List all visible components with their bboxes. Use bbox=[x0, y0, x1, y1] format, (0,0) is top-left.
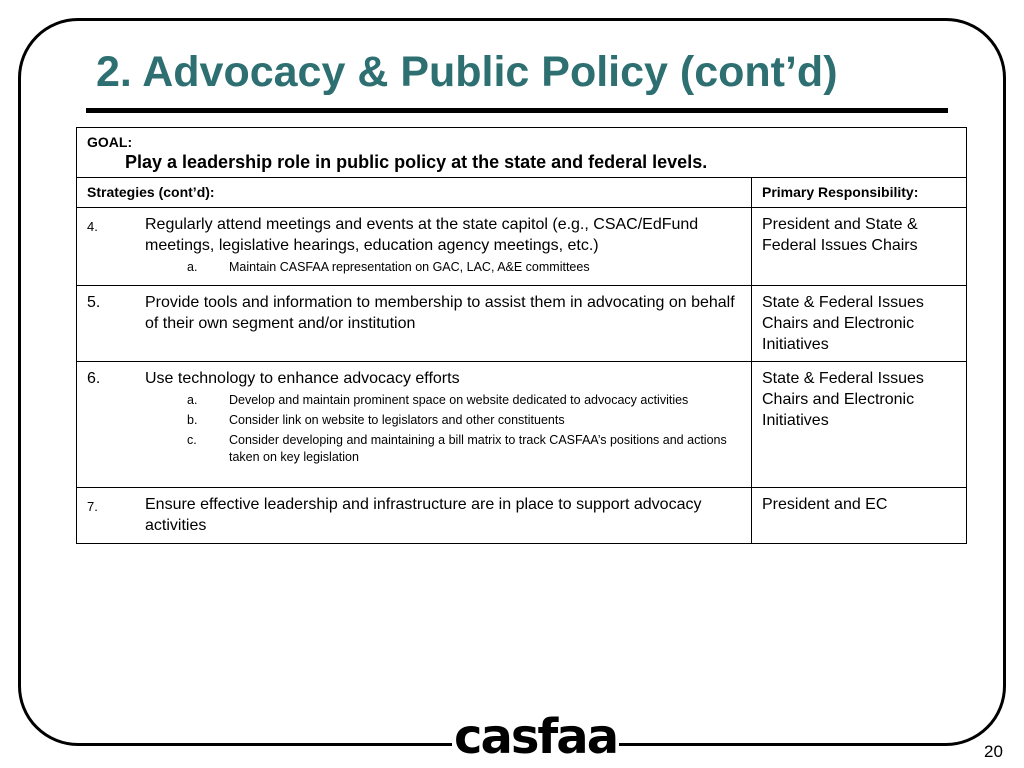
strategy-number: 5. bbox=[87, 294, 101, 311]
strategy-text: Ensure effective leadership and infrastructure are in place to support advocacy activities bbox=[145, 496, 702, 534]
sub-item-text: Maintain CASFAA representation on GAC, LAC, A&E committees bbox=[229, 260, 590, 274]
sub-item bbox=[87, 412, 741, 429]
responsibility-cell: State & Federal Issues Chairs and Electronic Initiatives bbox=[752, 286, 967, 362]
sub-item bbox=[87, 392, 741, 409]
responsibility-cell: State & Federal Issues Chairs and Electronic Initiatives bbox=[752, 362, 967, 488]
strategy-text: Regularly attend meetings and events at the state capitol (e.g., CSAC/EdFund meetings, legislative hearings, education agency meetings, etc.) bbox=[145, 216, 699, 254]
strategy-table bbox=[76, 127, 967, 544]
sub-item-letter: c. bbox=[187, 433, 197, 447]
header-row bbox=[77, 178, 967, 208]
sub-item-letter: a. bbox=[187, 260, 198, 274]
sub-item-text: Develop and maintain prominent space on website dedicated to advocacy activities bbox=[229, 393, 689, 407]
strategy-text: Use technology to enhance advocacy efforts bbox=[145, 370, 460, 387]
goal-cell bbox=[77, 128, 967, 178]
casfaa-logo: casfaa bbox=[454, 709, 618, 765]
sub-item-letter: b. bbox=[187, 413, 198, 427]
strategy-cell bbox=[77, 208, 752, 286]
strategy-text: Provide tools and information to membership to assist them in advocating on behalf of their own segment and/or institution bbox=[145, 294, 735, 332]
table-row bbox=[77, 286, 967, 362]
responsibility-cell: President and State & Federal Issues Chairs bbox=[752, 208, 967, 286]
responsibility-cell: President and EC bbox=[752, 488, 967, 544]
table-row bbox=[77, 362, 967, 488]
goal-row bbox=[77, 128, 967, 178]
sub-item-text: Consider link on website to legislators and other constituents bbox=[229, 413, 565, 427]
table-row bbox=[77, 488, 967, 544]
strategy-number: 7. bbox=[87, 499, 98, 514]
title-divider bbox=[86, 108, 948, 113]
sub-item-text: Consider developing and maintaining a bill matrix to track CASFAA’s positions and actions taken on key legislation bbox=[229, 433, 727, 464]
goal-label: GOAL: bbox=[87, 134, 133, 150]
strategy-cell bbox=[77, 286, 752, 362]
strategy-cell bbox=[77, 488, 752, 544]
strategy-number: 6. bbox=[87, 370, 101, 387]
slide-title: 2. Advocacy & Public Policy (cont’d) bbox=[96, 48, 838, 96]
table-row bbox=[77, 208, 967, 286]
header-responsibility: Primary Responsibility: bbox=[752, 178, 967, 208]
goal-text: Play a leadership role in public policy at the state and federal levels. bbox=[125, 152, 708, 172]
sub-item-letter: a. bbox=[187, 393, 198, 407]
sub-item bbox=[87, 432, 741, 466]
strategy-cell bbox=[77, 362, 752, 488]
page-number: 20 bbox=[984, 742, 1003, 761]
header-strategies: Strategies (cont’d): bbox=[77, 178, 752, 208]
sub-item bbox=[87, 259, 741, 276]
strategy-number: 4. bbox=[87, 219, 98, 234]
